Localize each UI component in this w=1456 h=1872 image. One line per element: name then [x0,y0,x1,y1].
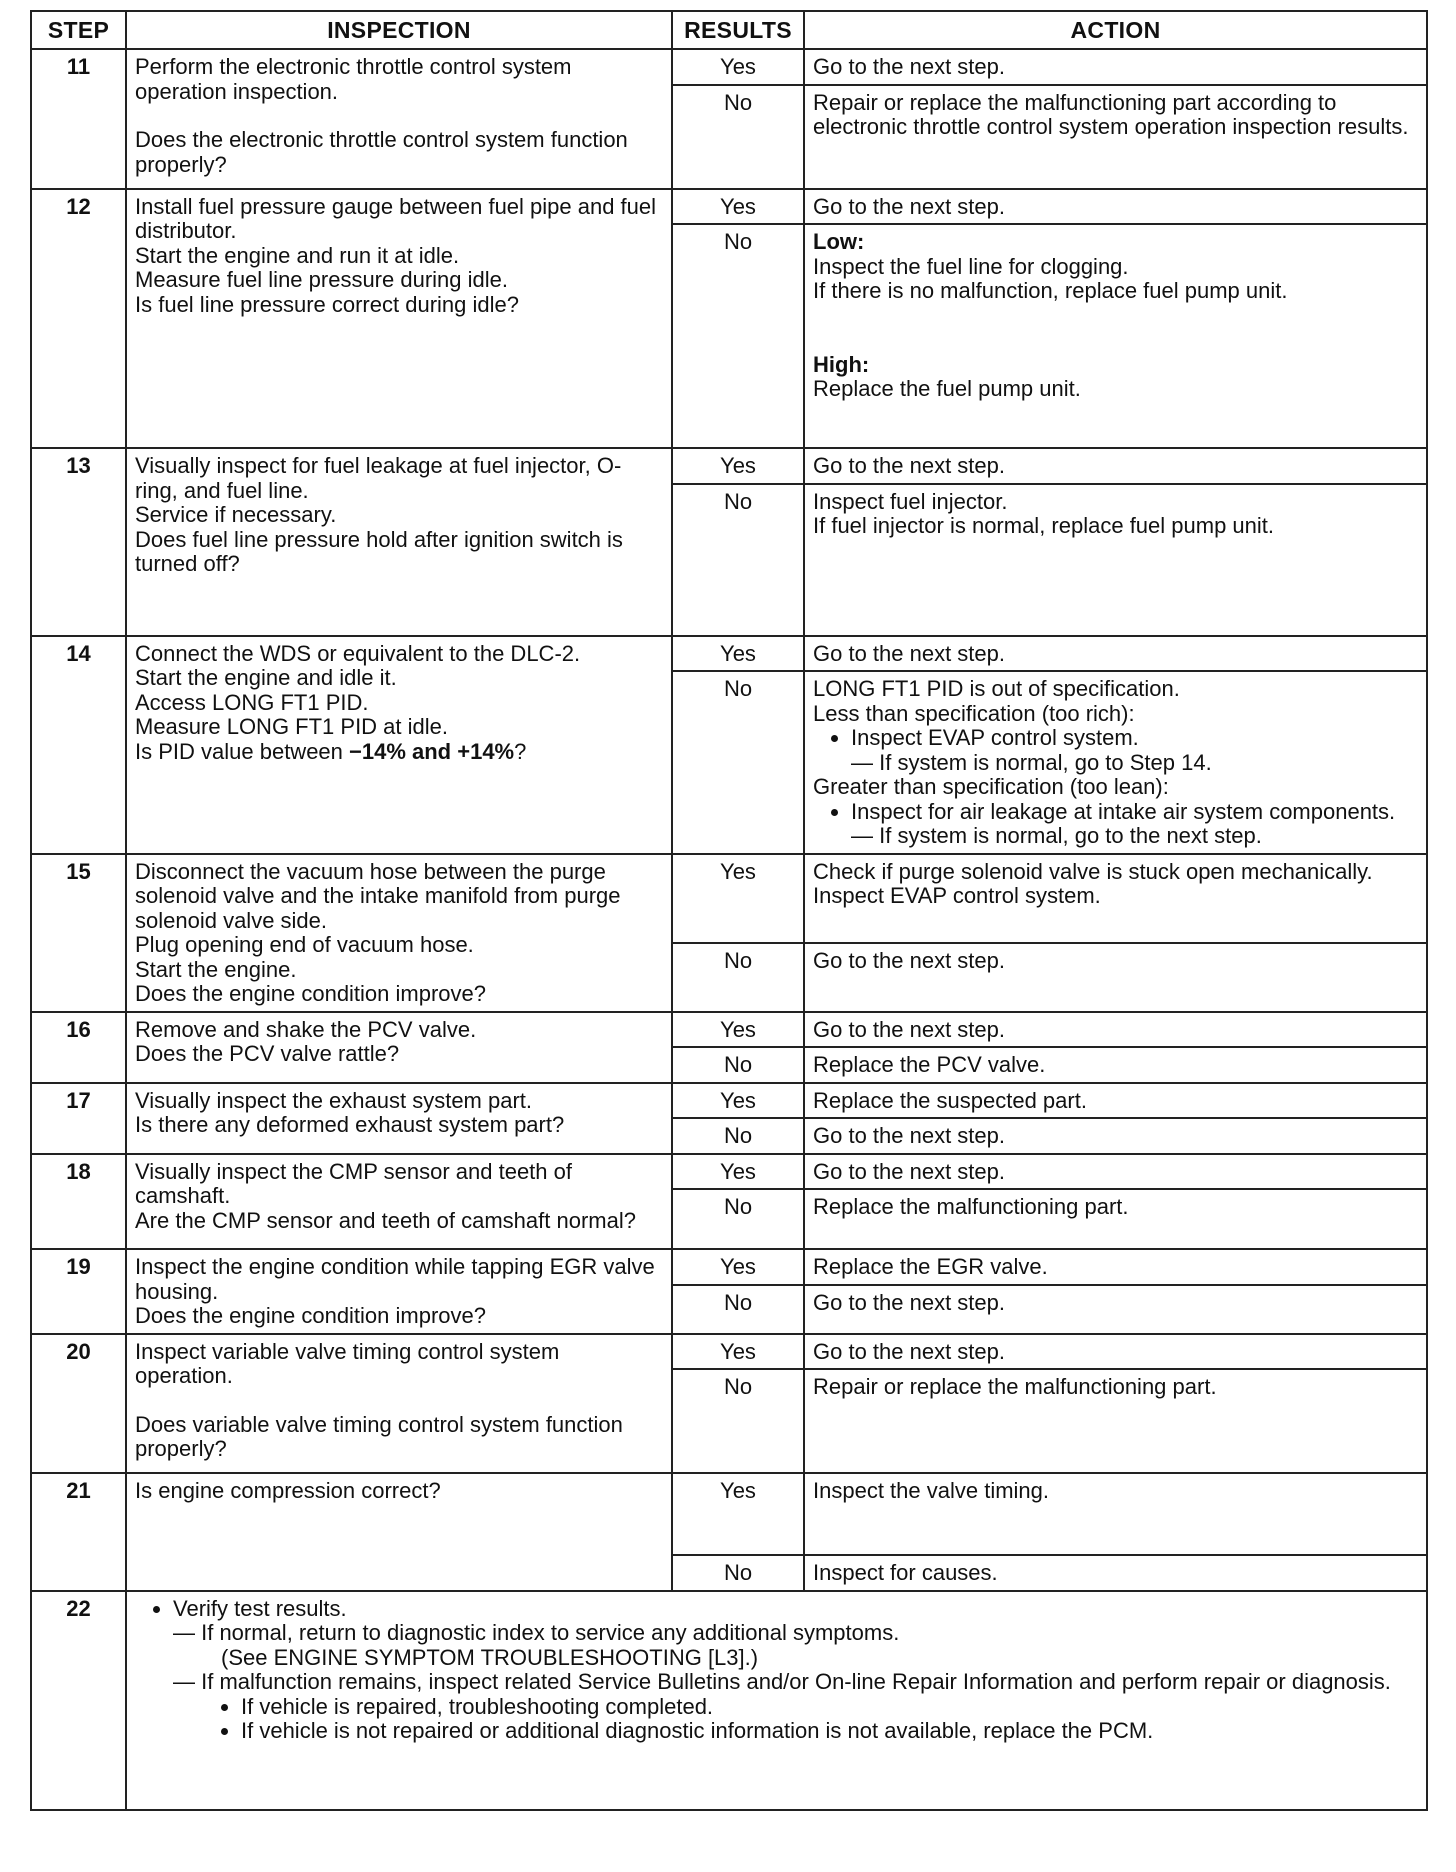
inspection-question: Does the electronic throttle control system function properly? [135,127,628,177]
inspection-cell [126,1334,672,1474]
action-no: Inspect for causes. [804,1555,1427,1591]
list-item: • Inspect for air leakage at intake air system components. [851,800,1418,825]
result-no: No [672,1047,804,1083]
inspection-cell [126,448,672,636]
inspection-question: Does variable valve timing control system function properly? [135,1411,623,1461]
step-number: 14 [31,636,126,854]
step-number: 17 [31,1083,126,1154]
action-yes: Go to the next step. [804,1154,1427,1190]
table-row [31,1473,1427,1555]
header-results: RESULTS [672,11,804,49]
result-no: No [672,224,804,448]
inspection-text: Inspect variable valve timing control system operation. [135,1338,560,1388]
action-no: Go to the next step. [804,943,1427,1011]
high-label: High: [813,351,870,377]
step-number: 22 [31,1591,126,1810]
result-yes: Yes [672,1334,804,1370]
table-row [31,189,1427,225]
action-no: Repair or replace the malfunctioning part according to electronic throttle control system operation inspection results. [804,85,1427,189]
action-text: Inspect EVAP control system. [813,883,1101,908]
list-item: • If vehicle is not repaired or additional diagnostic information is not available, replace the PCM. [241,1719,1418,1744]
result-yes: Yes [672,1154,804,1190]
question-suffix: ? [514,738,527,764]
result-no: No [672,671,804,854]
header-action: ACTION [804,11,1427,49]
table-row [31,1334,1427,1370]
result-no: No [672,1555,804,1591]
result-no: No [672,1285,804,1334]
inspection-text: Start the engine and idle it. [135,665,397,690]
result-no: No [672,484,804,636]
result-yes: Yes [672,1012,804,1048]
bullet-list [813,726,1418,751]
result-yes: Yes [672,636,804,672]
inspection-text: Visually inspect the exhaust system part. [135,1087,533,1113]
inspection-cell [126,1249,672,1334]
inspection-cell [126,1154,672,1250]
table-row [31,1012,1427,1048]
inspection-text: Plug opening end of vacuum hose. [135,932,474,957]
inspection-text: Measure LONG FT1 PID at idle. [135,714,448,739]
result-no: No [672,85,804,189]
action-no: Repair or replace the malfunctioning part. [804,1369,1427,1473]
table-row [31,1249,1427,1285]
low-label: Low: [813,229,865,254]
step-number: 11 [31,49,126,189]
action-text: — If system is normal, go to the next step. [851,823,1262,848]
action-yes: Inspect the valve timing. [804,1473,1427,1555]
inspection-question: Does fuel line pressure hold after ignition switch is turned off? [135,526,623,576]
table-row [31,1083,1427,1119]
action-yes: Replace the EGR valve. [804,1249,1427,1285]
action-no: Replace the malfunctioning part. [804,1189,1427,1249]
bullet-list [135,1597,1418,1622]
action-text: Replace the fuel pump unit. [813,376,1081,401]
inspection-text: Service if necessary. [135,502,337,527]
action-text: Inspect the fuel line for clogging. [813,253,1129,279]
action-yes: Go to the next step. [804,636,1427,672]
inspection-text: Start the engine and run it at idle. [135,242,460,268]
result-yes: Yes [672,854,804,944]
table-row [31,1154,1427,1190]
inspection-cell [126,189,672,449]
inspection-cell [126,1012,672,1083]
inspection-cell [126,636,672,854]
table-row [31,49,1427,85]
action-text: — If system is normal, go to Step 14. [851,749,1212,775]
inspection-text: Measure fuel line pressure during idle. [135,267,508,292]
table-row [31,448,1427,484]
question-range: −14% and +14% [349,738,515,764]
question-prefix: Is PID value between [135,738,350,764]
action-text: If there is no malfunction, replace fuel pump unit. [813,278,1288,303]
header-step: STEP [31,11,126,49]
step-text: (See ENGINE SYMPTOM TROUBLESHOOTING [L3].) [221,1644,759,1670]
action-no [804,671,1427,854]
step-number: 15 [31,854,126,1012]
result-no: No [672,1118,804,1154]
inspection-question: Is there any deformed exhaust system part? [135,1112,565,1137]
inspection-question: Does the engine condition improve? [135,981,487,1006]
list-item: • If vehicle is repaired, troubleshooting completed. [241,1695,1418,1720]
action-text: LONG FT1 PID is out of specification. [813,676,1180,701]
action-yes: Replace the suspected part. [804,1083,1427,1119]
table-row [31,854,1427,944]
action-text: Less than specification (too rich): [813,700,1135,726]
step-number: 18 [31,1154,126,1250]
diagnostic-table [30,10,1428,1811]
step-number: 21 [31,1473,126,1591]
inspection-cell [126,1591,1427,1810]
result-no: No [672,1369,804,1473]
action-text: Greater than specification (too lean): [813,774,1169,799]
inspection-text: Visually inspect the CMP sensor and teeth of camshaft. [135,1158,572,1208]
action-no [804,224,1427,448]
inspection-question: Does the engine condition improve? [135,1303,487,1328]
action-text: Inspect fuel injector. [813,488,1008,514]
step-number: 12 [31,189,126,449]
result-yes: Yes [672,1249,804,1285]
table-row [31,636,1427,672]
inspection-text: Inspect the engine condition while tapping EGR valve housing. [135,1254,655,1304]
inspection-text: Remove and shake the PCV valve. [135,1016,477,1042]
list-item: • Verify test results. [173,1597,1418,1622]
inspection-cell [126,1083,672,1154]
action-yes: Go to the next step. [804,448,1427,484]
step-number: 13 [31,448,126,636]
action-yes: Go to the next step. [804,49,1427,85]
header-inspection: INSPECTION [126,11,672,49]
inspection-cell [126,49,672,189]
inspection-text: Start the engine. [135,956,297,982]
inspection-text: Disconnect the vacuum hose between the purge solenoid valve and the intake manifold from purge solenoid valve side. [135,858,621,933]
inspection-text: Install fuel pressure gauge between fuel pipe and fuel distributor. [135,193,657,243]
bullet-list [135,1695,1418,1744]
result-yes: Yes [672,189,804,225]
action-no: Replace the PCV valve. [804,1047,1427,1083]
inspection-question [135,740,663,765]
step-number: 16 [31,1012,126,1083]
bullet-list [813,800,1418,825]
result-yes: Yes [672,1473,804,1555]
result-no: No [672,943,804,1011]
inspection-question: Does the PCV valve rattle? [135,1041,400,1066]
step-text: — If normal, return to diagnostic index to service any additional symptoms. [173,1620,900,1645]
inspection-text: Visually inspect for fuel leakage at fuel injector, O-ring, and fuel line. [135,453,622,503]
inspection-cell: Is engine compression correct? [126,1473,672,1591]
result-yes: Yes [672,448,804,484]
header-row [31,11,1427,49]
inspection-text: Connect the WDS or equivalent to the DLC-2. [135,640,581,666]
inspection-question: Is fuel line pressure correct during idle? [135,291,519,317]
action-yes: Go to the next step. [804,189,1427,225]
action-text: Check if purge solenoid valve is stuck open mechanically. [813,858,1373,884]
step-number: 20 [31,1334,126,1474]
inspection-cell [126,854,672,1012]
result-no: No [672,1189,804,1249]
action-yes [804,854,1427,944]
action-no: Go to the next step. [804,1285,1427,1334]
step-text: — If malfunction remains, inspect related Service Bulletins and/or On-line Repair Information and perform repair or diagnosis. [173,1669,1391,1694]
action-text: If fuel injector is normal, replace fuel pump unit. [813,513,1275,538]
table-row [31,1591,1427,1810]
action-no: Go to the next step. [804,1118,1427,1154]
inspection-question: Are the CMP sensor and teeth of camshaft normal? [135,1207,636,1233]
action-no [804,484,1427,636]
action-yes: Go to the next step. [804,1012,1427,1048]
result-yes: Yes [672,1083,804,1119]
inspection-text: Perform the electronic throttle control system operation inspection. [135,54,572,104]
result-yes: Yes [672,49,804,85]
action-yes: Go to the next step. [804,1334,1427,1370]
step-number: 19 [31,1249,126,1334]
list-item: • Inspect EVAP control system. [851,726,1418,751]
inspection-text: Access LONG FT1 PID. [135,689,369,715]
